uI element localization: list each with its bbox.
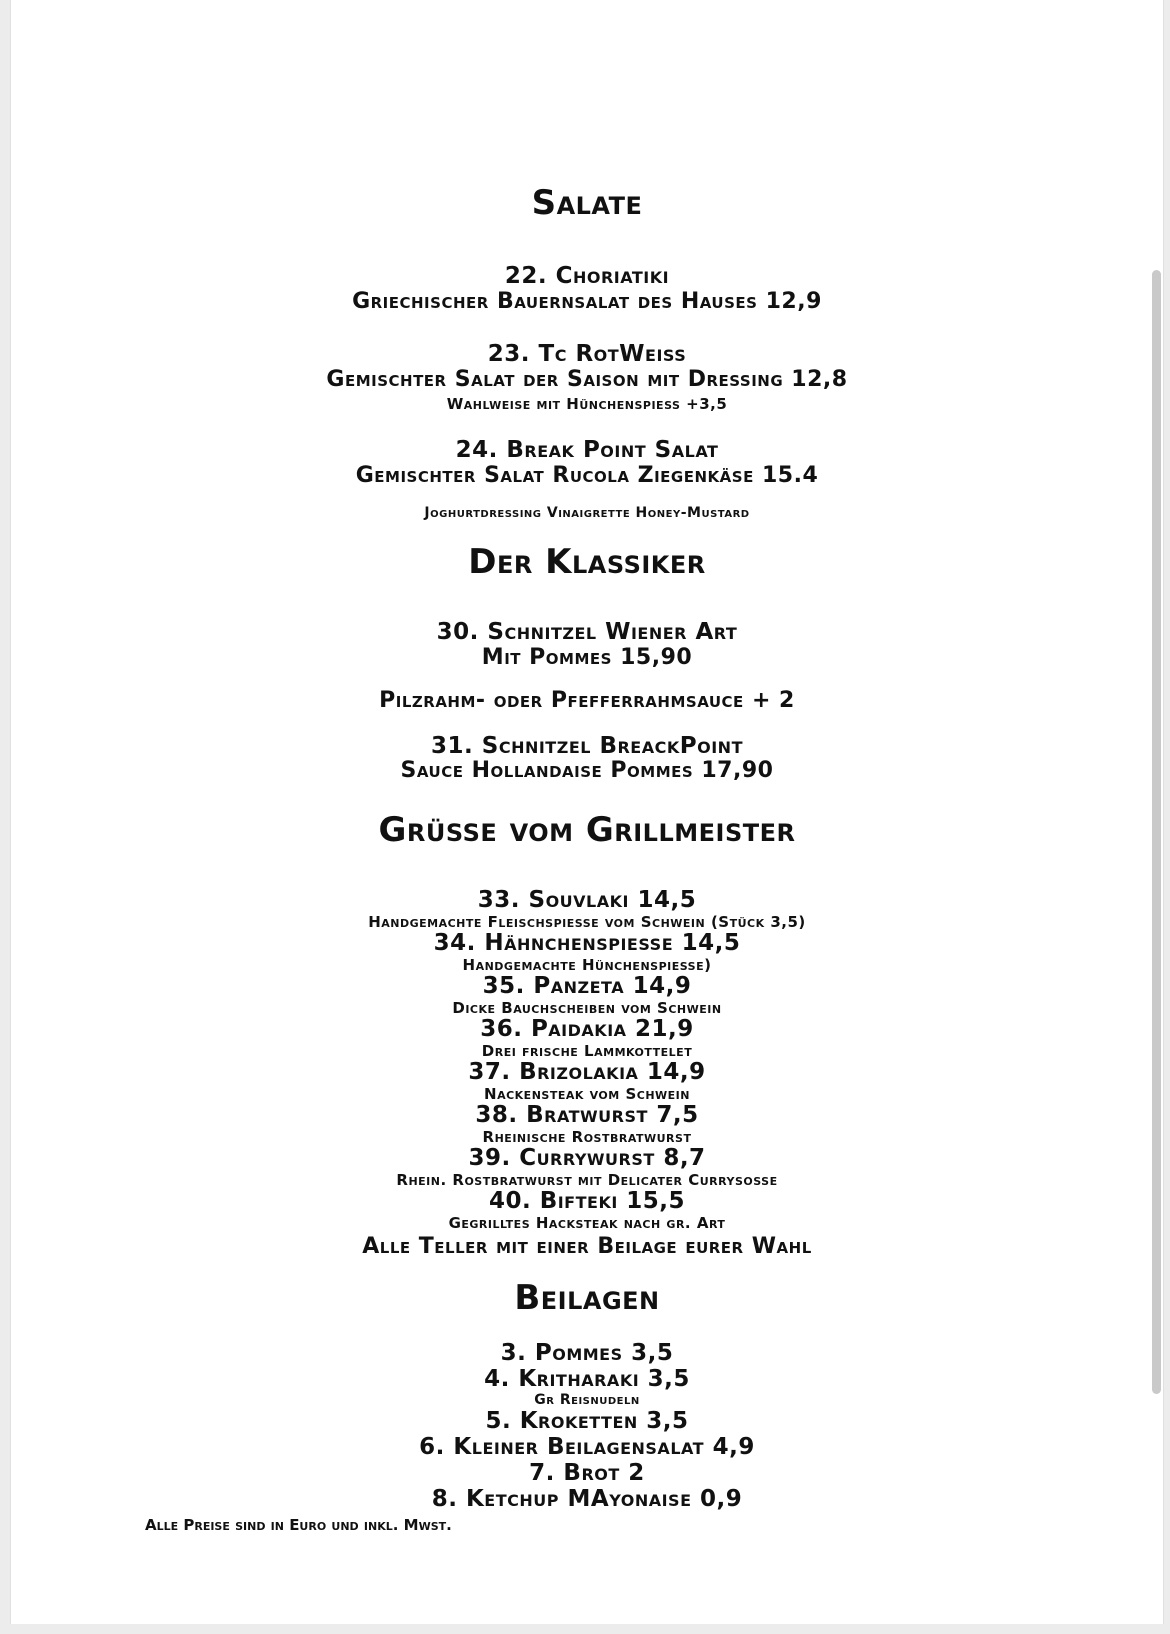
item-24-name: 24. Break Point Salat — [455, 437, 719, 463]
grill-item-desc: Nackensteak vom Schwein — [484, 1085, 690, 1103]
grill-item-desc: Drei frische Lammkottelet — [481, 1042, 693, 1060]
grill-item-name: 35. Panzeta 14,9 — [482, 973, 692, 999]
grill-item-name: 33. Souvlaki 14,5 — [477, 887, 697, 913]
scrollbar-thumb[interactable] — [1152, 270, 1161, 1394]
item-31-name: 31. Schnitzel BreackPoint — [431, 733, 743, 759]
item-24-note: Joghurtdressing Vinaigrette Honey-Mustard — [424, 505, 750, 521]
section-title-salate: Salate — [531, 183, 643, 223]
grill-item-name: 40. Bifteki 15,5 — [488, 1188, 686, 1214]
grill-item-name: 38. Bratwurst 7,5 — [475, 1102, 699, 1128]
side-item-4-note: Gr Reisnudeln — [534, 1392, 640, 1408]
side-item-4: 4. Kritharaki 3,5 — [484, 1366, 690, 1392]
grill-item-name: 37. Brizolakia 14,9 — [468, 1059, 706, 1085]
section-title-grill: Grüsse vom Grillmeister — [378, 810, 796, 850]
grill-item-desc: Handgemachte Hünchenspiesse) — [462, 956, 712, 974]
item-23-note: Wahlweise mit Hünchenspiess +3,5 — [446, 395, 728, 413]
grill-item-name: 39. Currywurst 8,7 — [468, 1145, 706, 1171]
section-title-klassiker: Der Klassiker — [468, 542, 706, 582]
section-title-beilagen: Beilagen — [514, 1278, 660, 1318]
item-30-name: 30. Schnitzel Wiener Art — [436, 619, 738, 645]
grill-item-desc: Gegrilltes Hacksteak nach gr. Art — [448, 1214, 726, 1232]
grill-item-desc: Handgemachte Fleischspiesse vom Schwein (Stück 3,5) — [368, 913, 806, 931]
menu-page — [10, 0, 1164, 1624]
item-22-desc: Griechischer Bauernsalat des Hauses 12,9 — [352, 289, 822, 314]
side-item-5: 5. Kroketten 3,5 — [485, 1408, 689, 1434]
side-item-7: 7. Brot 2 — [529, 1460, 645, 1486]
side-item-3: 3. Pommes 3,5 — [500, 1340, 674, 1366]
item-31-desc: Sauce Hollandaise Pommes 17,90 — [400, 758, 774, 783]
grill-item-desc: Rhein. Rostbratwurst mit Delicater Currysosse — [396, 1171, 778, 1189]
grill-item-desc: Rheinische Rostbratwurst — [482, 1128, 692, 1146]
sauce-note: Pilzrahm- oder Pfefferrahmsauce + 2 — [379, 688, 795, 713]
grill-side-note: Alle Teller mit einer Beilage eurer Wahl — [362, 1234, 812, 1259]
grill-item-name: 34. Hähnchenspiesse 14,5 — [433, 930, 741, 956]
side-item-8: 8. Ketchup MAyonaise 0,9 — [431, 1486, 743, 1512]
item-30-desc: Mit Pommes 15,90 — [481, 645, 693, 670]
item-24-desc: Gemischter Salat Rucola Ziegenkäse 15.4 — [355, 463, 819, 488]
price-footer: Alle Preise sind in Euro und inkl. Mwst. — [145, 1516, 452, 1534]
item-23-name: 23. Tc RotWeiss — [487, 341, 687, 367]
grill-item-name: 36. Paidakia 21,9 — [480, 1016, 694, 1042]
item-22-name: 22. Choriatiki — [504, 263, 670, 289]
grill-item-desc: Dicke Bauchscheiben vom Schwein — [452, 999, 722, 1017]
side-item-6: 6. Kleiner Beilagensalat 4,9 — [419, 1434, 755, 1460]
item-23-desc: Gemischter Salat der Saison mit Dressing 12,8 — [326, 367, 848, 392]
